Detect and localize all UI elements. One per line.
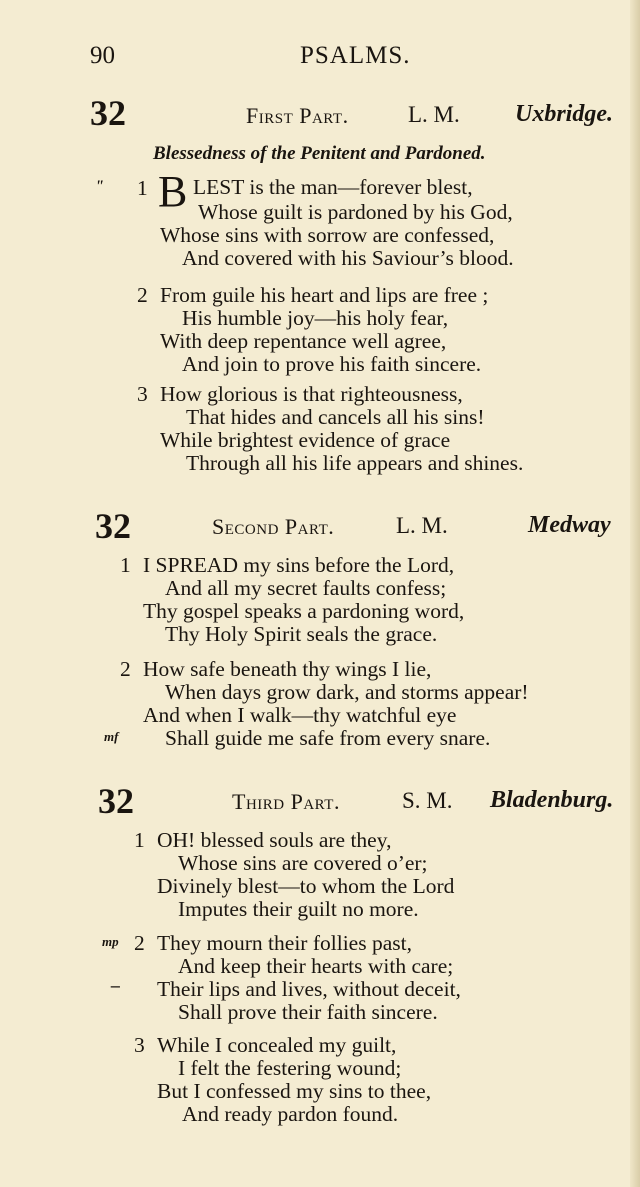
verse-line: And when I walk—thy watchful eye <box>143 703 457 727</box>
verse-line: While I concealed my guilt, <box>157 1033 397 1057</box>
hymn-number: 32 <box>90 93 126 133</box>
verse-line: Whose guilt is pardoned by his God, <box>198 200 513 224</box>
verse-line: Shall prove their faith sincere. <box>178 1000 438 1024</box>
verse-line: Imputes their guilt no more. <box>178 897 419 921</box>
verse-line: How glorious is that righteousness, <box>160 382 463 406</box>
verse-line: I SPREAD my sins before the Lord, <box>143 553 455 577</box>
verse-line: LEST is the man—forever blest, <box>193 175 473 199</box>
hymn-meter: L. M. <box>408 102 460 127</box>
running-head: PSALMS. <box>300 42 411 69</box>
verse-line: I felt the festering wound; <box>178 1056 402 1080</box>
page-number: 90 <box>90 42 115 69</box>
verse-line: Thy Holy Spirit seals the grace. <box>165 622 438 646</box>
verse-number: 1 <box>134 828 145 852</box>
verse-line: And keep their hearts with care; <box>178 954 454 978</box>
verse-line: And covered with his Saviour’s blood. <box>182 246 514 270</box>
hymn-number: 32 <box>95 506 131 546</box>
verse-line: Thy gospel speaks a pardoning word, <box>143 599 465 623</box>
verse-line: And all my secret faults confess; <box>165 576 447 600</box>
verse-number: 3 <box>134 1033 145 1057</box>
verse-line: Through all his life appears and shines. <box>186 451 524 475</box>
verse-line: His humble joy—his holy fear, <box>182 306 449 330</box>
verse-line: How safe beneath thy wings I lie, <box>143 657 432 681</box>
verse-number: 1 <box>120 553 131 577</box>
verse-line: They mourn their follies past, <box>157 931 412 955</box>
hymn-part: First Part. <box>246 103 349 128</box>
verse-line: And join to prove his faith sincere. <box>182 352 482 376</box>
hymn-tune: Bladenburg. <box>490 787 614 813</box>
verse-line: Divinely blest—to whom the Lord <box>157 874 455 898</box>
dynamic-mark: " <box>95 178 104 195</box>
verse-number: 2 <box>120 657 131 681</box>
hymn-tune: Medway <box>528 512 611 538</box>
verse-line: Whose sins are covered o’er; <box>178 851 428 875</box>
hymn-subtitle: Blessedness of the Penitent and Pardoned. <box>153 143 486 164</box>
verse-line: Shall guide me safe from every snare. <box>165 726 491 750</box>
verse-line: And ready pardon found. <box>182 1102 399 1126</box>
verse-line: That hides and cancels all his sins! <box>186 405 485 429</box>
verse-line: When days grow dark, and storms appear! <box>165 680 529 704</box>
hymn-part: Third Part. <box>232 789 340 814</box>
hymn-number: 32 <box>98 781 134 821</box>
dynamic-mark: – <box>111 975 120 995</box>
dynamic-mark: mp <box>102 934 119 949</box>
verse-line: While brightest evidence of grace <box>160 428 451 452</box>
hymn-part: Second Part. <box>212 514 335 539</box>
dynamic-mark: mf <box>104 729 119 744</box>
verse-number: 3 <box>137 382 148 406</box>
page-edge <box>630 0 640 1187</box>
drop-cap: B <box>158 167 188 216</box>
verse-line: Their lips and lives, without deceit, <box>157 977 461 1001</box>
hymn-meter: L. M. <box>396 513 448 538</box>
verse-line: With deep repentance well agree, <box>160 329 447 353</box>
verse-line: From guile his heart and lips are free ; <box>160 283 489 307</box>
verse-line: But I confessed my sins to thee, <box>157 1079 432 1103</box>
hymn-meter: S. M. <box>402 788 453 813</box>
verse-line: Whose sins with sorrow are confessed, <box>160 223 495 247</box>
verse-number: 2 <box>137 283 148 307</box>
verse-number: 2 <box>134 931 145 955</box>
hymn-tune: Uxbridge. <box>515 101 613 127</box>
verse-line: OH! blessed souls are they, <box>157 828 392 852</box>
verse-number: 1 <box>137 176 148 200</box>
